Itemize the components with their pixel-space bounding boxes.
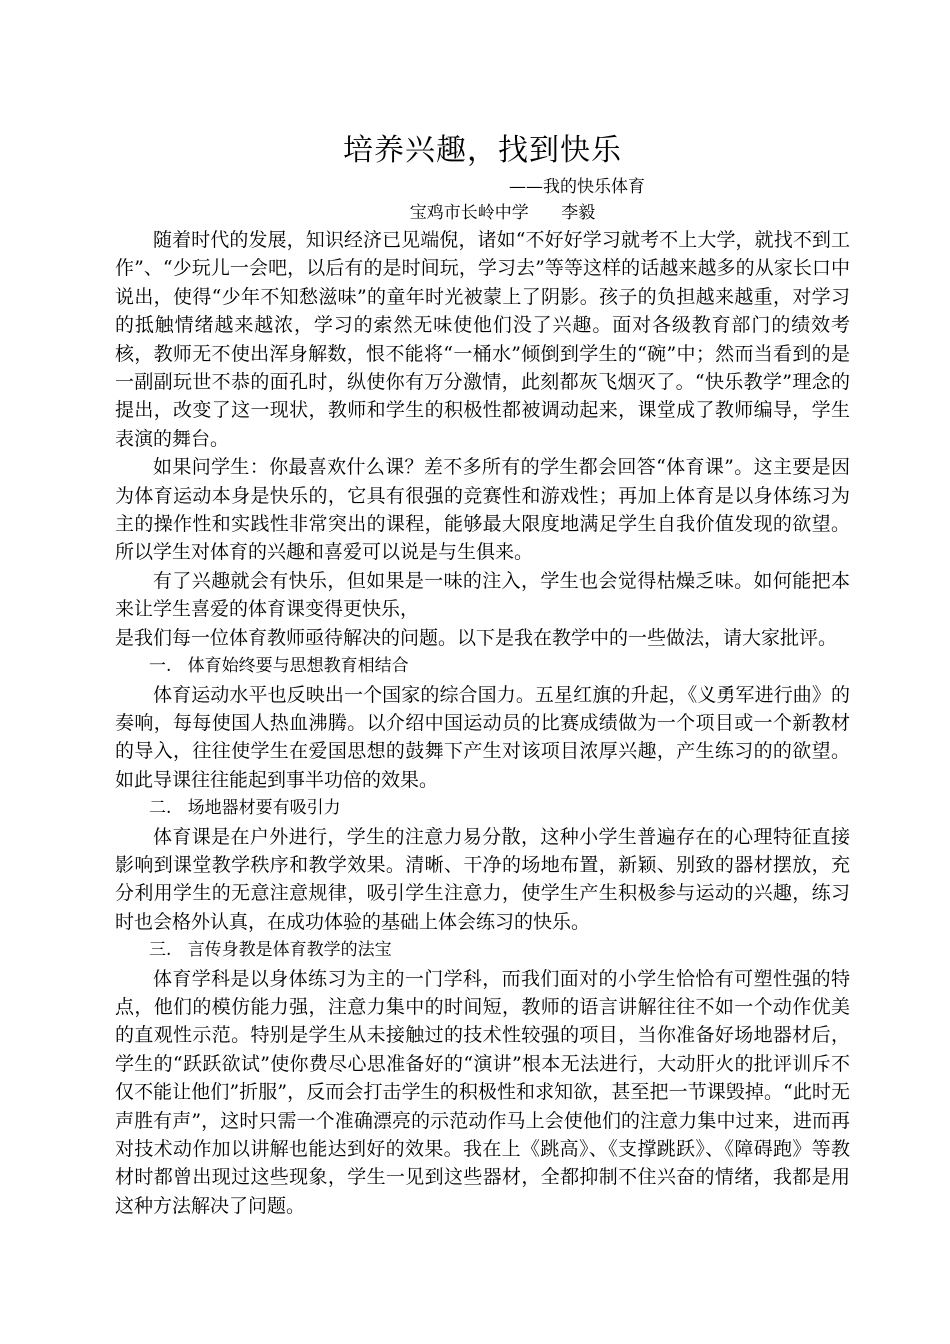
section-paragraph-1: 体育运动水平也反映出一个国家的综合国力。五星红旗的升起，《义勇军进行曲》的奏响，每每使国人热血沸腾。以介绍中国运动员的比赛成绩做为一个项目或一个新教材的导入，往往使学生在爱国思想的鼓舞下产生对该项目浓厚兴趣，产生练习的的欲望。如此导课往往能起到事半功倍的效果。 [115, 683, 850, 791]
document-page [115, 130, 850, 1220]
document-body [115, 226, 850, 1220]
section-heading-2: 二. 场地器材要有吸引力 [149, 798, 341, 819]
intro-paragraph-4: 是我们每一位体育教师亟待解决的问题。以下是我在教学中的一些做法，请大家批评。 [115, 626, 838, 649]
section-paragraph-2: 体育课是在户外进行，学生的注意力易分散，这种小学生普遍存在的心理特征直接影响到课堂教学秩序和教学效果。清晰、干净的场地布置，新颖、别致的器材摆放，充分利用学生的无意注意规律，吸引学生注意力，使学生产生积极参与运动的兴趣，练习时也会格外认真，在成功体验的基础上体会练习的快乐。 [115, 825, 850, 933]
document-title: 培养兴趣，找到快乐 [343, 133, 622, 168]
intro-paragraph-1: 随着时代的发展，知识经济已见端倪，诸如“不好好学习就考不上大学，就找不到工作”、“少玩儿一会吧，以后有的是时间玩，学习去”等等这样的话越来越多的从家长口中说出，使得“少年不知愁滋味”的童年时光被蒙上了阴影。孩子的负担越来越重，对学习的抵触情绪越来越浓，学习的索然无味使他们没了兴趣。面对各级教育部门的绩效考核，教师无不使出浑身解数，恨不能将“一桶水”倾倒到学生的“碗”中；然而当看到的是一副副玩世不恭的面孔时，纵使你有万分激情，此刻都灰飞烟灭了。“快乐教学”理念的提出，改变了这一现状，教师和学生的积极性都被调动起来，课堂成了教师编导，学生表演的舞台。 [115, 229, 850, 450]
intro-paragraph-2: 如果问学生：你最喜欢什么课？差不多所有的学生都会回答“体育课”。这主要是因为体育运动本身是快乐的，它具有很强的竞赛性和游戏性；再加上体育是以身体练习为主的操作性和实践性非常突出的课程，能够最大限度地满足学生自我价值发现的欲望。所以学生对体育的兴趣和喜爱可以说是与生俱来。 [115, 456, 850, 564]
section-heading-3: 三. 言传身教是体育教学的法宝 [149, 940, 392, 961]
author-line: 宝鸡市长岭中学 李毅 [409, 203, 596, 223]
document-subtitle: ——我的快乐体育 [509, 177, 645, 197]
intro-paragraph-3: 有了兴趣就会有快乐，但如果是一味的注入，学生也会觉得枯燥乏味。如何能把本来让学生喜爱的体育课变得更快乐， [115, 569, 850, 621]
section-heading-1: 一. 体育始终要与思想教育相结合 [149, 656, 409, 677]
section-paragraph-3: 体育学科是以身体练习为主的一门学科，而我们面对的小学生恰恰有可塑性强的特点，他们的模仿能力强，注意力集中的时间短，教师的语言讲解往往不如一个动作优美的直观性示范。特别是学生从未接触过的技术性较强的项目，当你准备好场地器材后，学生的“跃跃欲试”使你费尽心思准备好的“演讲”根本无法进行，大动肝火的批评训斥不仅不能让他们”折服”，反而会打击学生的积极性和求知欲，甚至把一节课毁掉。“此时无声胜有声”，这时只需一个准确漂亮的示范动作马上会使他们的注意力集中过来，进而再对技术动作加以讲解也能达到好的效果。我在上《跳高》、《支撑跳跃》、《障碍跑》等教材时都曾出现过这些现象，学生一见到这些器材，全都抑制不住兴奋的情绪，我都是用这种方法解决了问题。 [115, 967, 850, 1217]
